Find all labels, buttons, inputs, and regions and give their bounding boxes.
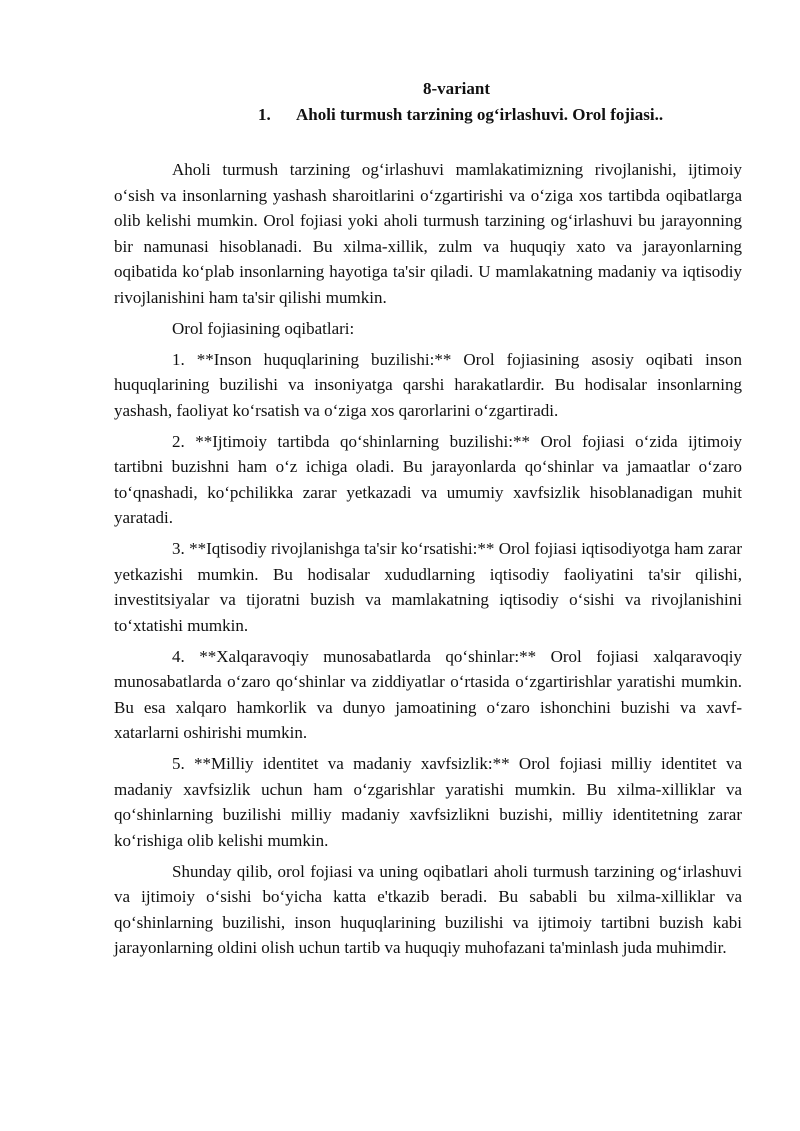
paragraph-item-5: 5. **Milliy identitet va madaniy xavfsizlik:** Orol fojiasi milliy identitet va madaniy xavfsizlik uchun ham o‘zgarishlar yaratishi mumkin. Bu xilma-xilliklar va qo‘shinlarning buzilishi milliy madaniy xavfsizlikni buzishi, milliy identitetning zarar ko‘rishiga olib kelishi mumkin. [114, 754, 742, 850]
paragraph-item-1: 1. **Inson huquqlarining buzilishi:** Orol fojiasining asosiy oqibati inson huquqlarining buzilishi va insoniyatga qarshi harakatlardir. Bu hodisalar insonlarning yashash, faoliyat ko‘rsatish va o‘ziga xos qarorlarini o‘zgartiradi. [114, 349, 742, 420]
paragraph-consequences-title: Orol fojiasining oqibatlari: [172, 318, 355, 338]
paragraph-item-4: 4. **Xalqaravoqiy munosabatlarda qo‘shinlar:** Orol fojiasi xalqaravoqiy munosabatlarda o‘zaro qo‘shinlar va ziddiyatlar o‘rtasida o‘zgartirishlar yaratishi mumkin. Bu esa xalqaro hamkorlik va dunyo jamoatining o‘zaro ishonchini buzishi va xavf-xatarlarni oshirishi mumkin. [114, 646, 742, 742]
paragraph-intro: Aholi turmush tarzining og‘irlashuvi mamlakatimizning rivojlanishi, ijtimoiy o‘sish va insonlarning yashash sharoitlarini o‘zgartirishi va o‘ziga xos tartibda oqibatlarga olib kelishi mumkin. Orol fojiasi yoki aholi turmush tarzining og‘irlashuvi bu jarayonning bir namunasi hisoblanadi. Bu xilma-xillik, zulm va huquqiy xato va jarayonlarning oqibatida ko‘plab insonlarning hayotiga ta'sir qiladi. U mamlakatning madaniy va iqtisodiy rivojlanishini ham ta'sir qilishi mumkin. [114, 160, 742, 307]
paragraph-item-2: 2. **Ijtimoiy tartibda qo‘shinlarning buzilishi:** Orol fojiasi o‘zida ijtimoiy tartibni buzishni ham o‘z ichiga oladi. Bu jarayonlarda qo‘shinlar va jamaatlar o‘zaro to‘qnashadi, ko‘pchilikka zarar yetkazadi va umumiy xavfsizlik hisoblanadigan muhit yaratadi. [114, 431, 742, 527]
variant-title: 8-variant [422, 79, 491, 98]
heading-number: 1. [258, 105, 271, 124]
paragraph-item-3: 3. **Iqtisodiy rivojlanishga ta'sir ko‘rsatishi:** Orol fojiasi iqtisodiyotga ham zarar yetkazishi mumkin. Bu hodisalar xududlarning iqtisodiy faoliyatini ta'sir qilishi, investitsiyalar va tijoratni buzish va mamlakatning iqtisodiy o‘sishi va rivojlanishini to‘xtatishi mumkin. [114, 539, 742, 635]
heading-text: Aholi turmush tarzining og‘irlashuvi. Orol fojiasi.. [296, 105, 664, 124]
document-body [114, 157, 742, 966]
section-heading [258, 104, 663, 126]
paragraph-conclusion: Shunday qilib, orol fojiasi va uning oqibatlari aholi turmush tarzining og‘irlashuvi va ijtimoiy o‘sishi bo‘yicha katta e'tkazib beradi. Bu sababli bu xilma-xilliklar va qo‘shinlarning buzilishi, inson huquqlarining buzilishi va ijtimoiy tartibni buzish kabi jarayonlarning oldini olish uchun tartib va huquqiy muhofazani ta'minlash juda muhimdir. [114, 861, 742, 957]
